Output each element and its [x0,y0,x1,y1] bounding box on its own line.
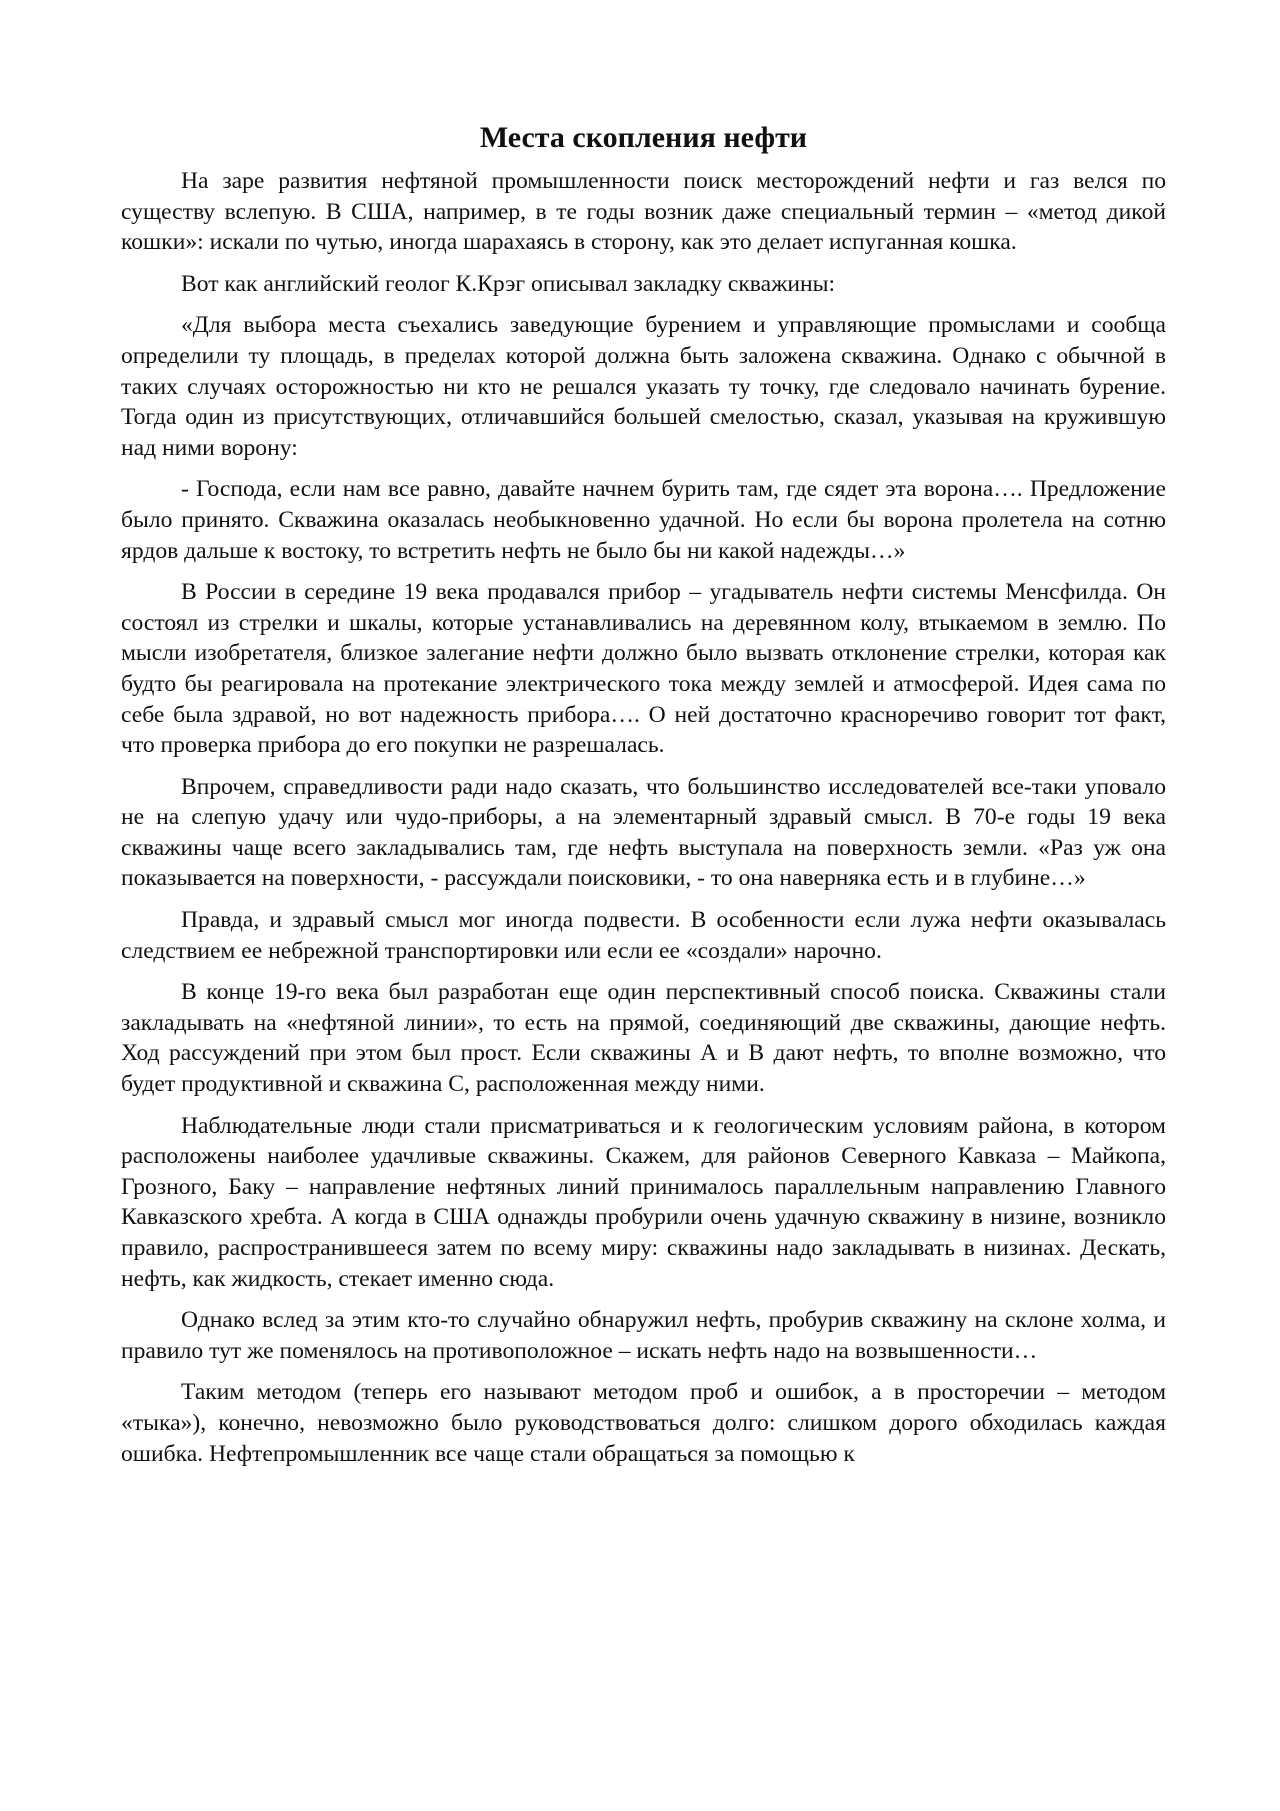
paragraph-2: Вот как английский геолог К.Крэг описывал закладку скважины: [181,270,836,297]
paragraph-6: Впрочем, справедливости ради надо сказать, что большинство исследователей все-таки уповало не на слепую удачу или чудо-приборы, а на элементарный здравый смысл. В 70-е годы 19 века скважины чаще всего закладывались там, где нефть выступала на поверхность земли. «Раз уж она показывается на поверхности, - рассуждали поисковики, - то она наверняка есть и в глубине…» [121,773,1166,892]
paragraph-9: Наблюдательные люди стали присматриваться и к геологическим условиям района, в котором расположены наиболее удачливые скважины. Скажем, для районов Северного Кавказа – Майкопа, Грозного, Баку – направление нефтяных линий принималось параллельным направлению Главного Кавказского хребта. А когда в США однажды пробурили очень удачную скважину в низине, возникло правило, распространившееся затем по всему миру: скважины надо закладывать в низинах. Дескать, нефть, как жидкость, стекает именно сюда. [121,1112,1166,1292]
paragraph-10: Однако вслед за этим кто-то случайно обнаружил нефть, пробурив скважину на склоне холма, и правило тут же поменялось на противоположное – искать нефть надо на возвышенности… [121,1307,1166,1364]
paragraph-3: «Для выбора места съехались заведующие бурением и управляющие промыслами и сообща определили ту площадь, в пределах которой должна быть заложена скважина. Однако с обычной в таких случаях осторожностью ни кто не решался указать ту точку, где следовало начинать бурение. Тогда один из присутствующих, отличавшийся большей смелостью, сказал, указывая на кружившую над ними ворону: [121,312,1166,461]
paragraph-5: В России в середине 19 века продавался прибор – угадыватель нефти системы Менсфилда. Он состоял из стрелки и шкалы, которые устанавливались на деревянном колу, втыкаемом в землю. По мысли изобретателя, близкое залегание нефти должно было вызвать отклонение стрелки, которая как будто бы реагировала на протекание электрического тока между землей и атмосферой. Идея сама по себе была здравой, но вот надежность прибора…. О ней достаточно красноречиво говорит тот факт, что проверка прибора до его покупки не разрешалась. [121,579,1166,759]
paragraph-4: - Господа, если нам все равно, давайте начнем бурить там, где сядет эта ворона…. Предложение было принято. Скважина оказалась необыкновенно удачной. Но если бы ворона пролетела на сотню ярдов дальше к востоку, то встретить нефть не было бы ни какой надежды…» [121,476,1166,564]
document-page [121,118,1166,1480]
paragraph-7: Правда, и здравый смысл мог иногда подвести. В особенности если лужа нефти оказывалась следствием ее небрежной транспортировки или если ее «создали» нарочно. [121,907,1166,964]
paragraph-1: На заре развития нефтяной промышленности поиск месторождений нефти и газ велся по существу вслепую. В США, например, в те годы возник даже специальный термин – «метод дикой кошки»: искали по чутью, иногда шарахаясь в сторону, как это делает испуганная кошка. [121,168,1166,256]
paragraph-8: В конце 19-го века был разработан еще один перспективный способ поиска. Скважины стали закладывать на «нефтяной линии», то есть на прямой, соединяющий две скважины, дающие нефть. Ход рассуждений при этом был прост. Если скважины А и В дают нефть, то вполне возможно, что будет продуктивной и скважина С, расположенная между ними. [121,979,1166,1098]
paragraph-11: Таким методом (теперь его называют методом проб и ошибок, а в просторечии – методом «тыка»), конечно, невозможно было руководствоваться долго: слишком дорого обходилась каждая ошибка. Нефтепромышленник все чаще стали обращаться за помощью к [121,1379,1166,1467]
document-title: Места скопления нефти [479,121,808,154]
